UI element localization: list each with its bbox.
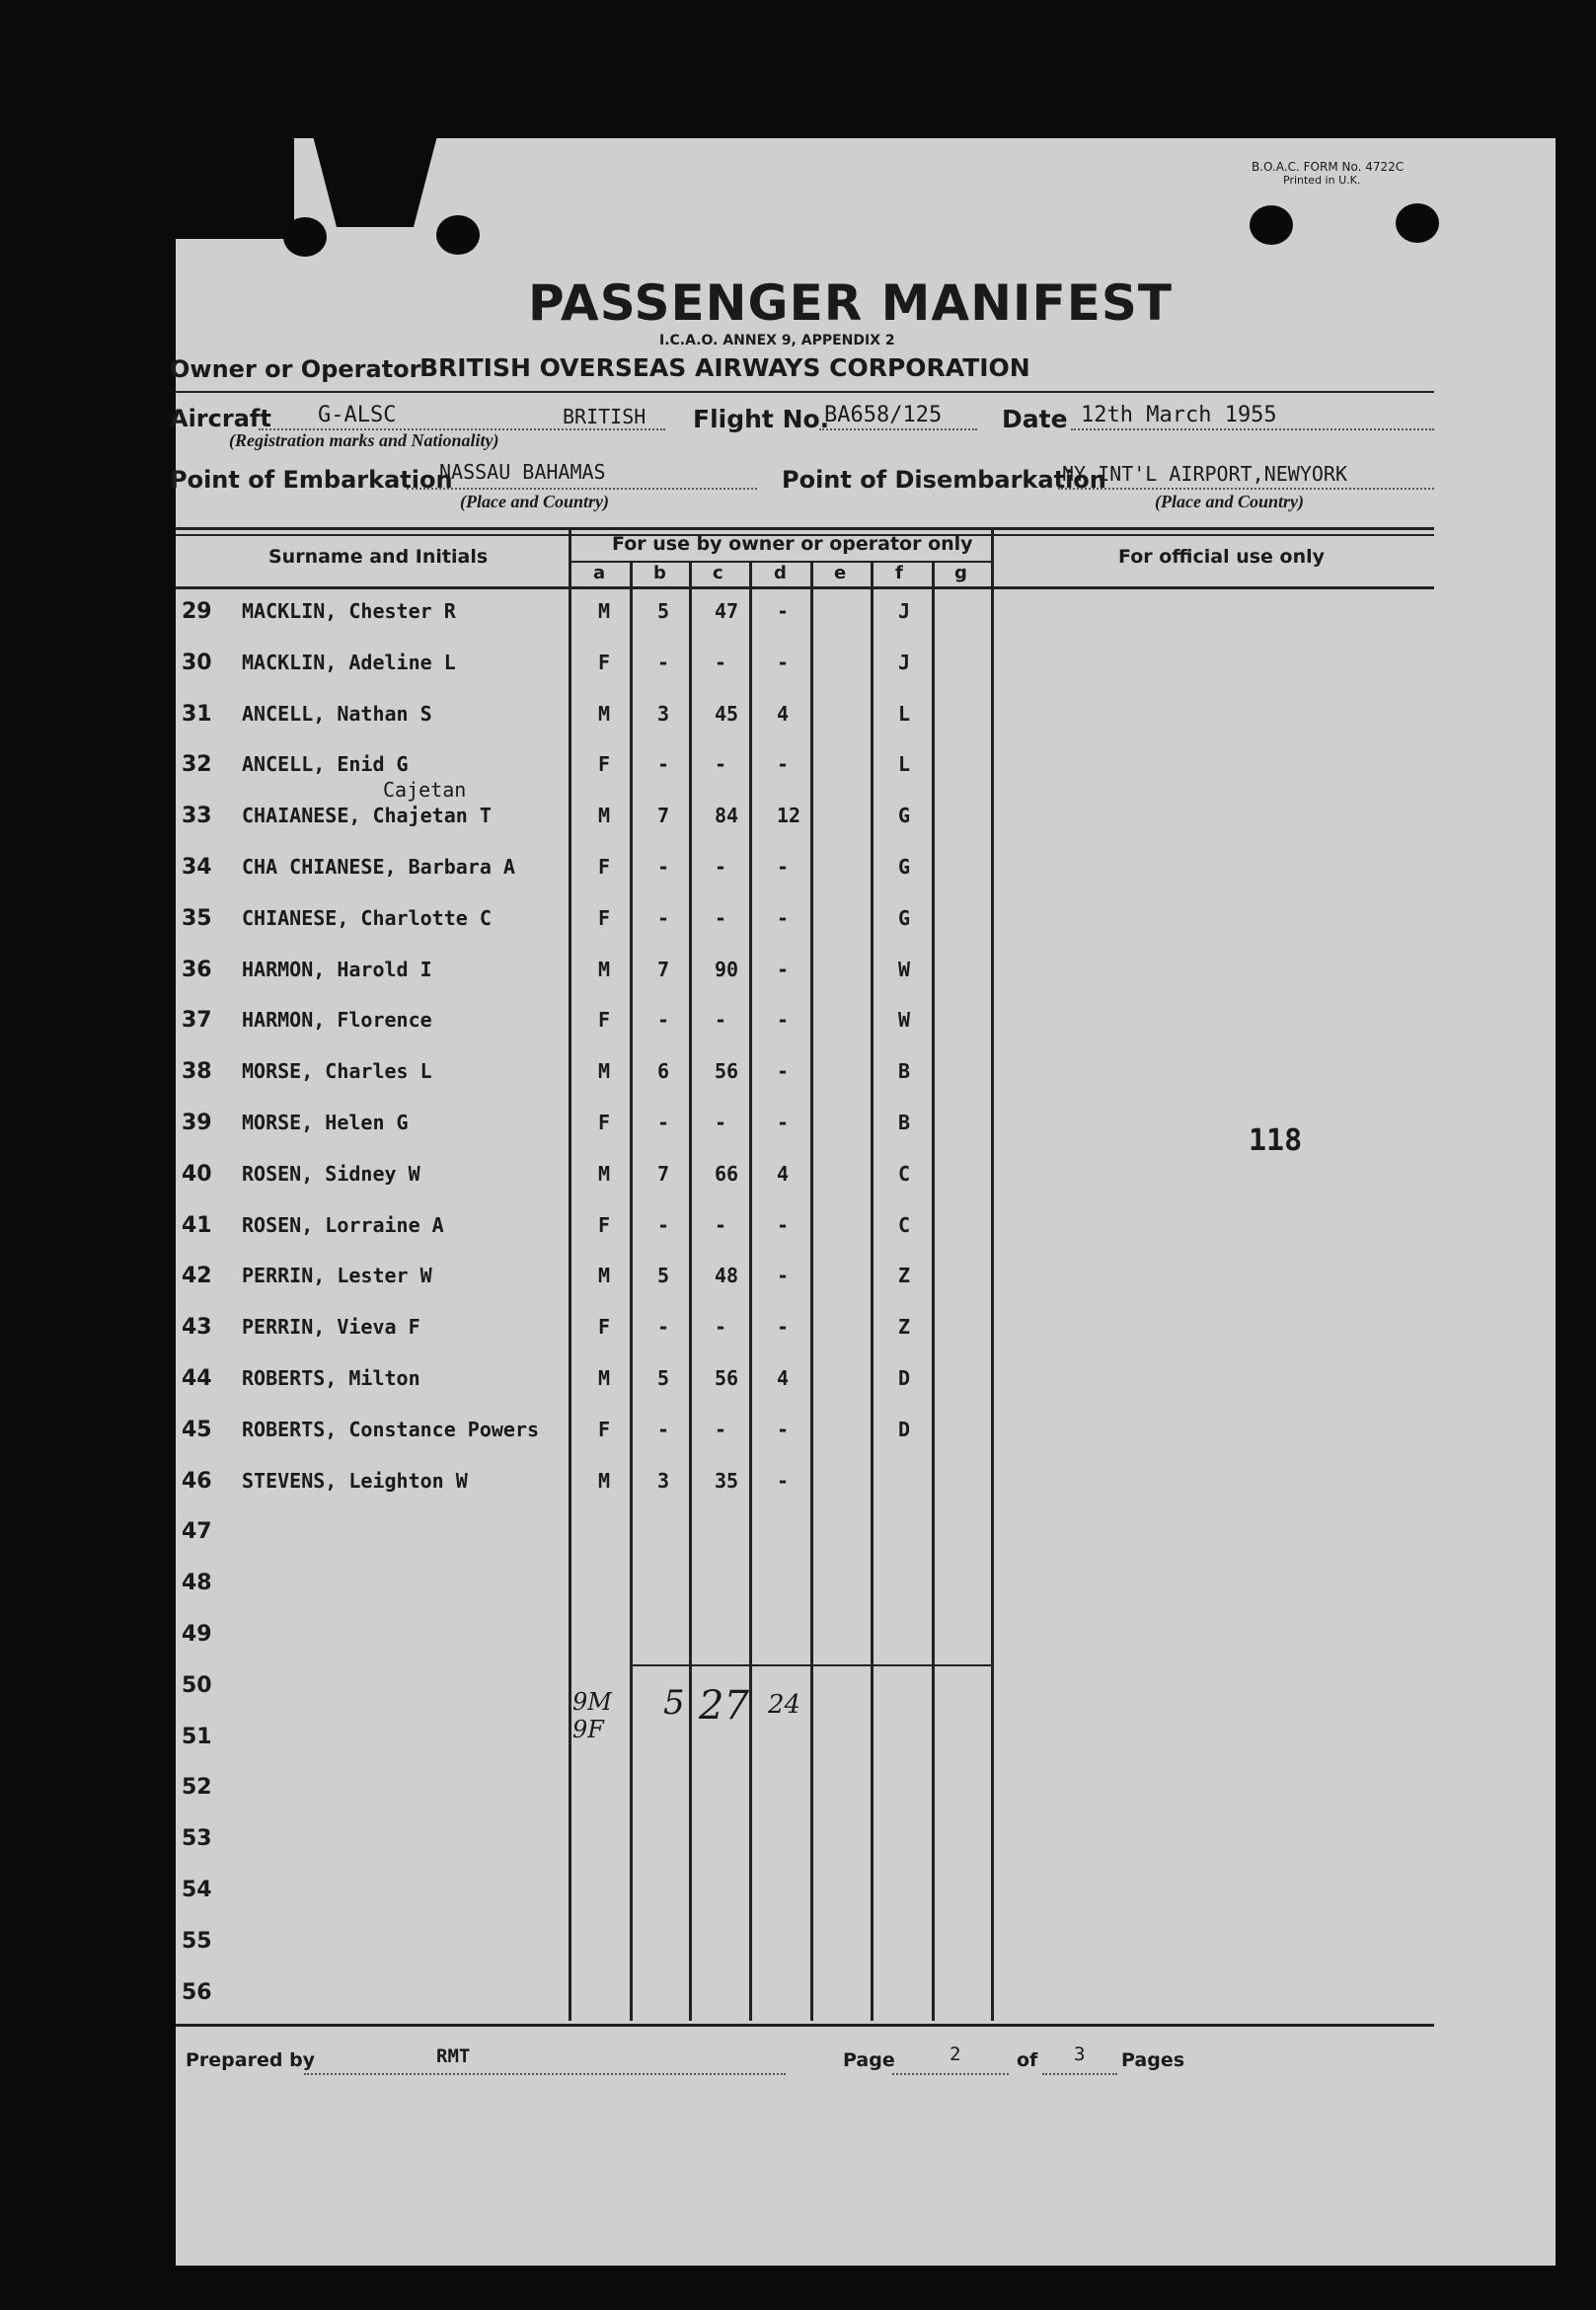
cell-c: 45 xyxy=(715,702,739,726)
cell-f: W xyxy=(898,958,911,981)
passenger-name: STEVENS, Leighton W xyxy=(242,1469,468,1493)
column-header-g: g xyxy=(954,563,967,583)
owner-value: BRITISH OVERSEAS AIRWAYS CORPORATION xyxy=(419,353,1030,382)
column-header-b: b xyxy=(653,563,666,583)
owner-use-header: For use by owner or operator only xyxy=(612,533,973,555)
disembarkation-value: NY INT'L AIRPORT,NEWYORK xyxy=(1062,462,1347,486)
total-d: 24 xyxy=(768,1690,801,1720)
cell-a: F xyxy=(598,1315,611,1339)
passenger-name: MACKLIN, Chester R xyxy=(242,599,456,623)
cell-f: G xyxy=(898,804,911,827)
of-label: of xyxy=(1017,2049,1038,2071)
cell-a: F xyxy=(598,1418,611,1441)
pages-label: Pages xyxy=(1121,2049,1185,2071)
cell-d: - xyxy=(777,1469,790,1493)
passenger-name: CHIANESE, Charlotte C xyxy=(242,906,492,930)
punch-hole xyxy=(436,215,480,255)
cell-f: J xyxy=(898,651,911,674)
row-number: 46 xyxy=(182,1469,212,1494)
flight-label: Flight No. xyxy=(693,405,830,433)
cell-d: - xyxy=(777,1008,790,1032)
cell-b: - xyxy=(657,906,670,930)
cell-b: 5 xyxy=(657,599,670,623)
cell-f: W xyxy=(898,1008,911,1032)
row-number: 44 xyxy=(182,1366,212,1391)
cell-b: - xyxy=(657,1111,670,1134)
cell-a: F xyxy=(598,1008,611,1032)
cell-d: - xyxy=(777,958,790,981)
cell-c: 48 xyxy=(715,1264,739,1287)
aircraft-value: G-ALSC xyxy=(318,403,397,427)
passenger-name: ANCELL, Nathan S xyxy=(242,702,432,726)
cell-b: - xyxy=(657,1315,670,1339)
page-value: 2 xyxy=(950,2043,961,2065)
cell-f: C xyxy=(898,1162,911,1186)
cell-b: 5 xyxy=(657,1264,670,1287)
row-number: 36 xyxy=(182,958,212,982)
cell-f: B xyxy=(898,1111,911,1134)
cell-c: - xyxy=(715,1111,727,1134)
column-header-d: d xyxy=(774,563,787,583)
cell-c: - xyxy=(715,906,727,930)
passenger-name: CHA CHIANESE, Barbara A xyxy=(242,855,515,879)
cell-c: - xyxy=(715,1418,727,1441)
owner-label: Owner or Operator xyxy=(170,355,421,383)
cell-c: 66 xyxy=(715,1162,739,1186)
cell-c: 84 xyxy=(715,804,739,827)
cell-c: 35 xyxy=(715,1469,739,1493)
row-number: 45 xyxy=(182,1418,212,1442)
cell-d: - xyxy=(777,651,790,674)
row-number: 41 xyxy=(182,1213,212,1238)
cell-a: F xyxy=(598,1111,611,1134)
cell-d: - xyxy=(777,1111,790,1134)
row-number: 35 xyxy=(182,906,212,931)
row-number: 55 xyxy=(182,1929,212,1954)
row-number: 51 xyxy=(182,1725,212,1749)
flight-value: BA658/125 xyxy=(824,403,943,427)
disembarkation-label: Point of Disembarkation xyxy=(782,466,1106,494)
cell-b: 7 xyxy=(657,804,670,827)
passenger-name: ROSEN, Lorraine A xyxy=(242,1213,444,1237)
total-c: 27 xyxy=(699,1683,749,1729)
cell-a: F xyxy=(598,906,611,930)
cell-d: 4 xyxy=(777,1366,790,1390)
of-value: 3 xyxy=(1074,2043,1086,2065)
cell-b: - xyxy=(657,1418,670,1441)
cell-b: - xyxy=(657,752,670,776)
row-number: 34 xyxy=(182,855,212,880)
cell-b: - xyxy=(657,855,670,879)
cell-a: M xyxy=(598,599,611,623)
row-number: 54 xyxy=(182,1878,212,1902)
official-note: 118 xyxy=(1249,1123,1303,1158)
cell-a: M xyxy=(598,1469,611,1493)
row-number: 53 xyxy=(182,1826,212,1851)
cell-c: - xyxy=(715,1213,727,1237)
row-number: 42 xyxy=(182,1264,212,1288)
cell-f: C xyxy=(898,1213,911,1237)
column-header-c: c xyxy=(713,563,723,583)
row-number: 43 xyxy=(182,1315,212,1340)
total-a-female: 9F xyxy=(572,1716,604,1743)
cell-c: - xyxy=(715,1315,727,1339)
torn-corner xyxy=(136,130,294,239)
passenger-name: ANCELL, Enid G xyxy=(242,752,409,776)
page-subtitle: I.C.A.O. ANNEX 9, APPENDIX 2 xyxy=(659,333,895,348)
cell-b: 3 xyxy=(657,702,670,726)
page-title: PASSENGER MANIFEST xyxy=(528,274,1173,332)
passenger-name: CHAIANESE, Chajetan T xyxy=(242,804,492,827)
cell-d: 12 xyxy=(777,804,801,827)
row-number: 48 xyxy=(182,1571,212,1595)
cell-c: - xyxy=(715,855,727,879)
row-number: 38 xyxy=(182,1059,212,1084)
cell-f: L xyxy=(898,752,911,776)
manifest-sheet xyxy=(176,138,1556,2266)
passenger-name: MORSE, Charles L xyxy=(242,1059,432,1083)
cell-b: - xyxy=(657,1008,670,1032)
cell-d: - xyxy=(777,752,790,776)
cell-c: 90 xyxy=(715,958,739,981)
row-number: 56 xyxy=(182,1980,212,2005)
passenger-name: PERRIN, Lester W xyxy=(242,1264,432,1287)
row-number: 50 xyxy=(182,1673,212,1698)
cell-b: 7 xyxy=(657,1162,670,1186)
row-number: 49 xyxy=(182,1622,212,1647)
cell-a: M xyxy=(598,804,611,827)
cell-b: 7 xyxy=(657,958,670,981)
cell-b: - xyxy=(657,651,670,674)
row-number: 37 xyxy=(182,1008,212,1033)
passenger-name: ROSEN, Sidney W xyxy=(242,1162,420,1186)
place-note-2: (Place and Country) xyxy=(1155,492,1304,511)
row-number: 31 xyxy=(182,702,212,727)
cell-f: D xyxy=(898,1418,911,1441)
cell-f: Z xyxy=(898,1264,911,1287)
row-number: 29 xyxy=(182,599,212,624)
passenger-name: MORSE, Helen G xyxy=(242,1111,409,1134)
cell-a: M xyxy=(598,958,611,981)
passenger-name: MACKLIN, Adeline L xyxy=(242,651,456,674)
cell-c: 47 xyxy=(715,599,739,623)
row-number: 39 xyxy=(182,1111,212,1135)
row-number: 30 xyxy=(182,651,212,675)
cell-f: L xyxy=(898,702,911,726)
prepared-label: Prepared by xyxy=(186,2049,316,2071)
row-number: 47 xyxy=(182,1519,212,1544)
cell-a: M xyxy=(598,1366,611,1390)
cell-f: B xyxy=(898,1059,911,1083)
row-number: 40 xyxy=(182,1162,212,1187)
cell-d: 4 xyxy=(777,702,790,726)
name-correction: Cajetan xyxy=(383,778,467,802)
page-label: Page xyxy=(843,2049,895,2071)
cell-a: F xyxy=(598,651,611,674)
row-number: 33 xyxy=(182,804,212,828)
cell-f: Z xyxy=(898,1315,911,1339)
passenger-name: PERRIN, Vieva F xyxy=(242,1315,420,1339)
date-value: 12th March 1955 xyxy=(1081,403,1277,427)
cell-d: - xyxy=(777,599,790,623)
place-note: (Place and Country) xyxy=(460,492,609,511)
passenger-name: ROBERTS, Constance Powers xyxy=(242,1418,540,1441)
cell-c: 56 xyxy=(715,1366,739,1390)
cell-a: M xyxy=(598,1059,611,1083)
passenger-name: HARMON, Harold I xyxy=(242,958,432,981)
row-number: 32 xyxy=(182,752,212,777)
cell-c: - xyxy=(715,752,727,776)
cell-a: F xyxy=(598,752,611,776)
total-a-male: 9M xyxy=(572,1688,612,1716)
cell-a: F xyxy=(598,855,611,879)
cell-d: - xyxy=(777,1213,790,1237)
cell-d: - xyxy=(777,855,790,879)
aircraft-label: Aircraft xyxy=(170,405,271,432)
passenger-name: HARMON, Florence xyxy=(242,1008,432,1032)
column-header-e: e xyxy=(834,563,847,583)
cell-f: G xyxy=(898,906,911,930)
surname-header: Surname and Initials xyxy=(268,546,489,568)
punch-hole xyxy=(283,217,327,257)
official-use-header: For official use only xyxy=(1118,546,1326,568)
punch-hole xyxy=(1396,203,1439,243)
cell-d: - xyxy=(777,1418,790,1441)
cell-b: - xyxy=(657,1213,670,1237)
cell-f: J xyxy=(898,599,911,623)
cell-a: M xyxy=(598,702,611,726)
cell-d: - xyxy=(777,906,790,930)
date-label: Date xyxy=(1002,405,1068,433)
cell-a: M xyxy=(598,1162,611,1186)
column-header-f: f xyxy=(895,563,903,583)
form-number: B.O.A.C. FORM No. 4722C xyxy=(1252,160,1405,174)
cell-b: 5 xyxy=(657,1366,670,1390)
embarkation-value: NASSAU BAHAMAS xyxy=(439,460,606,484)
prepared-value: RMT xyxy=(436,2045,471,2067)
cell-b: 6 xyxy=(657,1059,670,1083)
column-header-a: a xyxy=(593,563,606,583)
punch-hole xyxy=(1250,205,1293,245)
total-b: 5 xyxy=(663,1683,685,1723)
cell-c: - xyxy=(715,1008,727,1032)
registration-note: (Registration marks and Nationality) xyxy=(229,430,499,450)
passenger-name: ROBERTS, Milton xyxy=(242,1366,420,1390)
cell-c: - xyxy=(715,651,727,674)
cell-a: F xyxy=(598,1213,611,1237)
cell-d: - xyxy=(777,1264,790,1287)
nationality-value: BRITISH xyxy=(563,405,646,428)
embarkation-label: Point of Embarkation xyxy=(170,466,453,494)
cell-d: - xyxy=(777,1059,790,1083)
cell-c: 56 xyxy=(715,1059,739,1083)
cell-f: G xyxy=(898,855,911,879)
cell-b: 3 xyxy=(657,1469,670,1493)
cell-d: - xyxy=(777,1315,790,1339)
cell-f: D xyxy=(898,1366,911,1390)
row-number: 52 xyxy=(182,1775,212,1800)
printed-in: Printed in U.K. xyxy=(1283,174,1361,187)
cell-a: M xyxy=(598,1264,611,1287)
cell-d: 4 xyxy=(777,1162,790,1186)
